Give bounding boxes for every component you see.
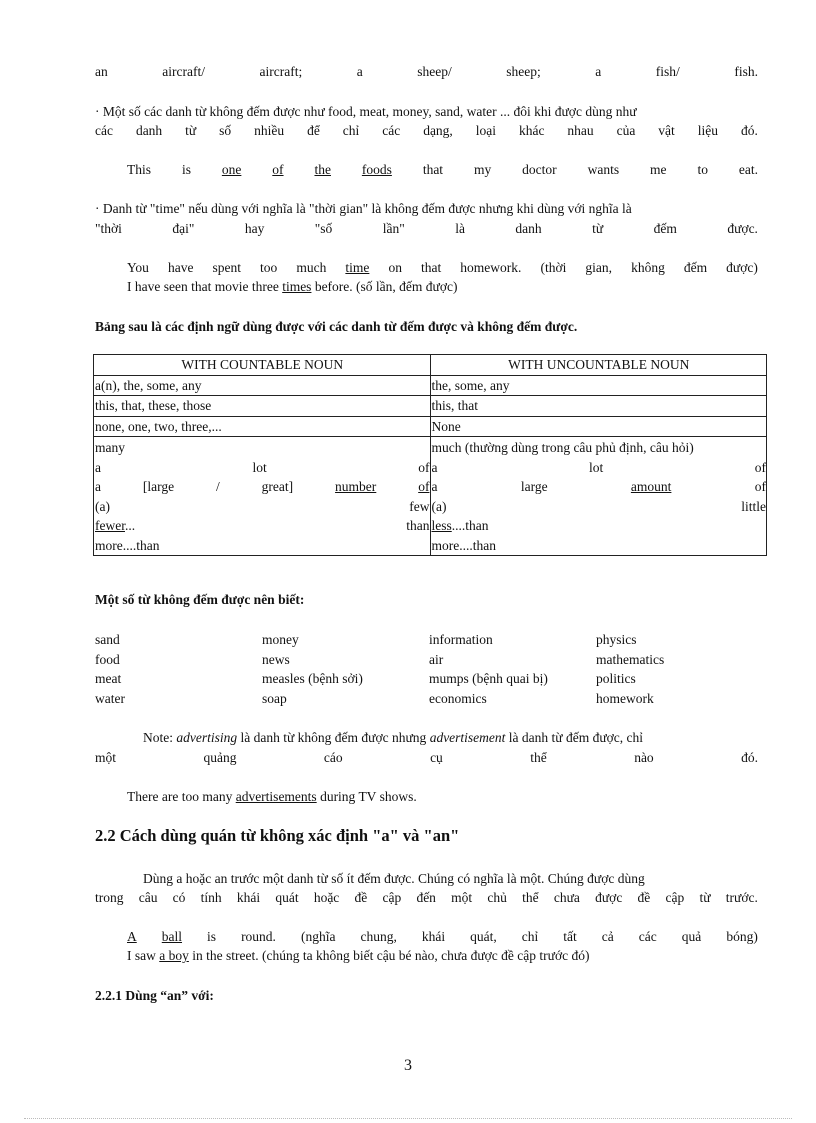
table-row <box>94 375 767 396</box>
word: số <box>219 123 232 138</box>
word: được) <box>726 260 758 275</box>
word: thể <box>530 750 547 765</box>
underlined-word: less <box>431 518 452 533</box>
word: a <box>356 64 363 79</box>
table-intro <box>95 317 758 336</box>
word: ... <box>124 518 136 533</box>
word: lần" <box>382 221 405 236</box>
word: great] <box>261 479 294 494</box>
word: doctor <box>522 162 557 177</box>
underlined-word: foods <box>361 162 392 177</box>
word: on <box>388 260 402 275</box>
word: quát <box>275 890 299 905</box>
cell-line <box>432 516 767 536</box>
page-number: 3 <box>404 1057 412 1074</box>
word: từ <box>592 221 604 236</box>
underlined-word: number <box>335 479 377 494</box>
text: là danh từ không đếm được nhưng <box>240 730 427 745</box>
word: is <box>181 162 191 177</box>
word: hoặc <box>313 890 340 905</box>
word: loại <box>475 123 497 138</box>
word: từ <box>699 890 711 905</box>
word: sheep/ <box>417 64 452 79</box>
example-advertisements <box>127 787 758 806</box>
word: too <box>260 260 278 275</box>
word: / <box>216 479 220 494</box>
section-paragraph-line-1 <box>143 869 758 888</box>
table-cell: this, that, these, those <box>94 396 431 417</box>
word: bóng) <box>726 929 758 944</box>
example-ball <box>127 927 758 946</box>
word: (a) <box>431 498 447 514</box>
word: các <box>638 929 657 944</box>
word: aircraft/ <box>162 64 205 79</box>
underlined-word: advertisements <box>235 789 317 804</box>
underlined-word: one <box>221 162 242 177</box>
cell-line <box>432 477 767 497</box>
word: (thời <box>540 260 567 275</box>
text: There are too many <box>127 789 233 804</box>
word: of <box>754 479 766 494</box>
underlined-word: amount <box>630 479 672 494</box>
word: nhau <box>567 123 594 138</box>
word: sheep; <box>506 64 541 79</box>
table-cell-countable-quantifiers <box>94 437 431 556</box>
cell-line <box>95 458 430 478</box>
word: than <box>406 518 430 533</box>
word: các <box>95 123 113 138</box>
text: I have seen that movie three <box>127 279 279 294</box>
word: được <box>595 890 623 905</box>
underlined-word: the <box>314 162 331 177</box>
word: fish/ <box>655 64 680 79</box>
word: meat <box>95 671 122 686</box>
word: many <box>95 440 125 455</box>
underlined-word: time <box>345 260 370 275</box>
word: a <box>95 459 101 475</box>
word: một <box>95 750 117 765</box>
word: danh <box>515 221 542 236</box>
word: một <box>451 890 473 905</box>
underlined-word: of <box>272 162 284 177</box>
word: chưa <box>553 890 580 905</box>
word: a <box>431 479 438 494</box>
list-item <box>95 669 758 689</box>
uncountable-paragraph-line-2 <box>95 121 758 140</box>
word: tính <box>200 890 222 905</box>
word: để <box>307 123 320 138</box>
word: This <box>127 162 152 177</box>
word: quát, <box>470 929 497 944</box>
word: khác <box>518 123 545 138</box>
word: round. <box>241 929 276 944</box>
word: politics <box>596 671 636 686</box>
cell-line <box>95 477 430 497</box>
word: a <box>95 479 101 494</box>
word: hay <box>244 221 265 236</box>
word: "thời <box>95 221 122 236</box>
word: gian, <box>585 260 613 275</box>
word: không <box>631 260 665 275</box>
word: money <box>262 632 299 647</box>
table-row <box>94 396 767 417</box>
word: ....than <box>451 518 489 533</box>
word: measles (bệnh sởi) <box>262 671 363 686</box>
word: have <box>167 260 194 275</box>
table-header-row <box>94 355 767 376</box>
word: lot <box>252 459 267 475</box>
word: khái <box>421 929 446 944</box>
table-cell: none, one, two, three,... <box>94 416 431 437</box>
word: [large <box>142 479 175 494</box>
word: information <box>429 632 493 647</box>
word: is <box>207 929 217 944</box>
word: có <box>172 890 186 905</box>
word: physics <box>596 632 637 647</box>
underlined-word: fewer <box>95 518 125 533</box>
word: air <box>429 651 444 667</box>
word: lot <box>588 459 604 475</box>
word: trước. <box>725 890 758 905</box>
word: aircraft; <box>259 64 303 79</box>
list-item <box>95 650 758 670</box>
word: khái <box>236 890 261 905</box>
underlined-word: ball <box>161 929 183 944</box>
word: đếm <box>683 260 708 275</box>
word: "số <box>314 221 333 236</box>
word: of <box>754 459 766 475</box>
text: là danh từ đếm được, chỉ <box>508 730 644 745</box>
word: quảng <box>203 750 237 765</box>
list-item <box>95 689 758 709</box>
word: fish. <box>734 64 758 79</box>
word: (a) <box>95 498 110 514</box>
cell-line <box>432 497 767 517</box>
example-time-2 <box>127 277 758 296</box>
text: · Một số các danh từ không đếm được như food, meat, money, sand, water ... đôi khi được dùng như <box>95 104 637 119</box>
word: cáo <box>323 750 343 765</box>
word: câu <box>138 890 158 905</box>
word: quả <box>681 929 702 944</box>
text: · Danh từ "time" nếu dùng với nghĩa là "thời gian" là không đếm được nhưng khi dùng với nghĩa là <box>95 201 632 216</box>
word: đề <box>354 890 368 905</box>
example-time-1 <box>127 258 758 277</box>
words-heading <box>95 590 758 609</box>
example-foods <box>127 160 758 179</box>
underlined-word: times <box>282 279 312 294</box>
word: cụ <box>430 750 443 765</box>
underlined-word: A <box>127 929 137 944</box>
example-boy <box>127 946 758 965</box>
word: more....than <box>95 537 160 553</box>
word: few <box>409 498 430 514</box>
footer-divider <box>24 1118 792 1119</box>
word: me <box>650 162 667 177</box>
table-cell: the, some, any <box>430 375 767 396</box>
table-cell: a(n), the, some, any <box>94 375 431 396</box>
word: liệu <box>697 123 718 138</box>
table-cell-uncountable-quantifiers <box>430 437 767 556</box>
word: từ <box>185 123 197 138</box>
word: eat. <box>738 162 758 177</box>
word: (nghĩa <box>300 929 336 944</box>
word: spent <box>212 260 241 275</box>
text: during TV shows. <box>320 789 417 804</box>
plural-same-line <box>95 62 758 81</box>
word: đại" <box>172 221 195 236</box>
word: dạng, <box>423 123 453 138</box>
section-title: 2.2 Cách dùng quán từ không xác định "a" và "an" <box>95 826 460 845</box>
cell-line <box>95 497 430 517</box>
word: danh <box>135 123 163 138</box>
cell-line <box>432 536 767 556</box>
cell-line <box>95 437 430 458</box>
word: little <box>741 498 766 514</box>
word: news <box>262 651 290 667</box>
table-row <box>94 416 767 437</box>
subsection-title-text: 2.2.1 Dùng “an” với: <box>95 988 214 1003</box>
subsection-title <box>95 986 758 1005</box>
text: Note: <box>143 730 173 745</box>
table-intro-text: Bảng sau là các định ngữ dùng được với các danh từ đếm được và không đếm được. <box>95 319 578 334</box>
word: to <box>697 162 708 177</box>
uncountable-word-list <box>95 630 758 708</box>
word: much (thường dùng trong câu phủ định, câu hỏi) <box>431 440 694 455</box>
text: before. (số lần, đếm được) <box>314 279 458 294</box>
word: vật <box>658 123 675 138</box>
word: that <box>422 162 444 177</box>
word: cả <box>601 929 614 944</box>
underlined-word: a boy <box>159 948 189 963</box>
word: more....than <box>431 537 496 553</box>
word: đó. <box>741 750 758 765</box>
header-uncountable: WITH UNCOUNTABLE NOUN <box>430 355 767 376</box>
word: đó. <box>740 123 758 138</box>
word: tất <box>563 929 577 944</box>
time-paragraph-line-2 <box>95 219 758 238</box>
cell-line <box>432 437 767 458</box>
word: thể <box>522 890 539 905</box>
word: a <box>595 64 602 79</box>
word: much <box>296 260 327 275</box>
word: large <box>520 479 548 494</box>
text: Dùng a hoặc an trước một danh từ số ít đếm được. Chúng có nghĩa là một. Chúng được dùng <box>143 871 645 886</box>
word: là <box>455 221 465 236</box>
word: nhiều <box>254 123 285 138</box>
determiner-table <box>93 354 767 556</box>
word: my <box>473 162 492 177</box>
word: chỉ <box>521 929 539 944</box>
word: chung, <box>360 929 397 944</box>
cell-line <box>95 536 430 556</box>
words-heading-text: Một số từ không đếm được nên biết: <box>95 592 305 607</box>
word: chủ <box>487 890 507 905</box>
word: You <box>127 260 149 275</box>
word: of <box>418 459 430 475</box>
word: homework <box>596 690 654 706</box>
word: homework. <box>460 260 522 275</box>
italic-word: advertisement <box>429 730 506 745</box>
word: food <box>95 651 120 667</box>
cell-line <box>95 516 430 536</box>
word: được. <box>727 221 758 236</box>
list-item <box>95 630 758 650</box>
table-cell: this, that <box>430 396 767 417</box>
time-paragraph-line-1 <box>95 199 758 218</box>
word: sand <box>95 632 120 647</box>
italic-word: advertising <box>176 730 238 745</box>
underlined-word: of <box>418 479 430 494</box>
text: in the street. (chúng ta không biết cậu bé nào, chưa được đề cập trước đó) <box>192 948 590 963</box>
word: economics <box>429 690 487 706</box>
note-line-1 <box>143 728 758 747</box>
word: đề <box>637 890 651 905</box>
word: cập <box>665 890 685 905</box>
word: trong <box>95 890 124 905</box>
word: wants <box>587 162 620 177</box>
word: đến <box>416 890 436 905</box>
note-line-2 <box>95 748 758 767</box>
word: chỉ <box>342 123 360 138</box>
word: đếm <box>653 221 677 236</box>
word: mathematics <box>596 651 665 667</box>
word: của <box>616 123 636 138</box>
word: soap <box>262 690 287 706</box>
header-countable: WITH COUNTABLE NOUN <box>94 355 431 376</box>
cell-line <box>432 458 767 478</box>
table-cell: None <box>430 416 767 437</box>
word: mumps (bệnh quai bị) <box>429 671 548 686</box>
word: các <box>382 123 401 138</box>
word: water <box>95 690 125 706</box>
word: an <box>95 64 108 79</box>
word: nào <box>634 750 654 765</box>
uncountable-paragraph-line-1 <box>95 102 758 121</box>
section-paragraph-line-2 <box>95 888 758 907</box>
table-row <box>94 437 767 556</box>
text: I saw <box>127 948 156 963</box>
word: that <box>420 260 442 275</box>
word: a <box>431 459 438 475</box>
word: cập <box>382 890 402 905</box>
